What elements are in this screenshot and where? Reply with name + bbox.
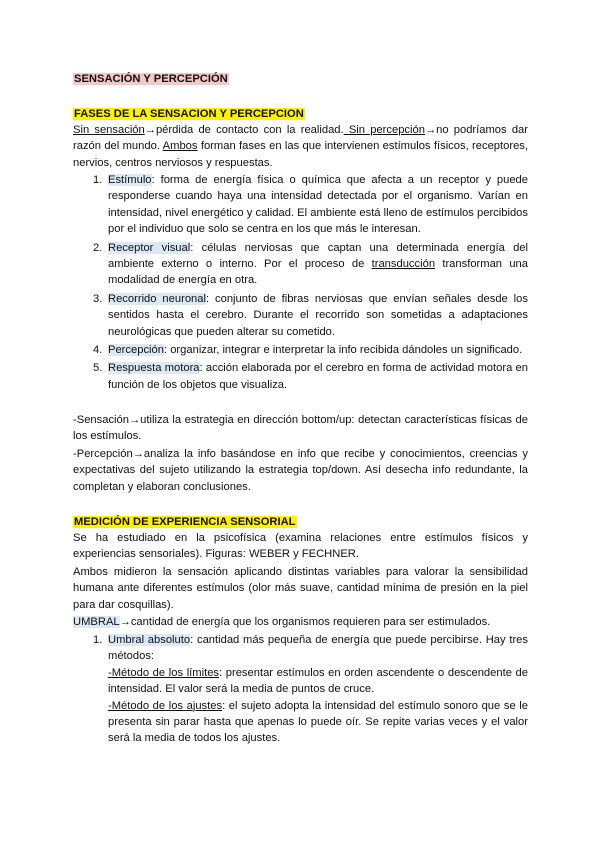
umbral-absoluto-text [108, 634, 528, 662]
text-run: UMBRAL [73, 616, 120, 628]
list-number: 1. [93, 634, 103, 646]
text-run: ante diferentes estímulos [117, 582, 245, 595]
ambos-paragraph [73, 564, 528, 613]
list-item [73, 360, 528, 393]
intro-sin-sensacion: Sin sensación [73, 124, 145, 136]
text-run: : detectan características físicas de los estímulos. [73, 414, 528, 443]
document-title: SENSACIÓN Y PERCEPCIÓN [74, 73, 228, 85]
text-run: en intensidad, nivel energético y calidad. El ambiente está lleno de estímulos percibidos por el individuo que solo se centra en los que más le interesan. [108, 190, 528, 236]
text-run: transforman una modalidad de energía en otra. [108, 258, 528, 287]
text-run: Percepción [108, 344, 164, 357]
text-run: que afecta a un receptor y puede [340, 174, 529, 186]
list-item [73, 342, 528, 358]
intro-ambos: Ambos [162, 140, 198, 153]
text-run: Respuesta motora [108, 362, 200, 375]
text-run: energía [466, 241, 505, 254]
text-run: : [199, 362, 206, 375]
section1-heading-line [73, 106, 528, 122]
text-run: que los organismos requieren para ser estimulados. [229, 616, 491, 628]
text-run: : [190, 634, 197, 646]
text-run: -Sensación→utiliza [73, 414, 169, 426]
text-run: : presentar [219, 666, 277, 679]
umbral-list [73, 632, 528, 747]
list-item [73, 291, 528, 340]
text-run: : [150, 650, 155, 663]
section2-heading-line [73, 514, 528, 530]
list-item [73, 632, 528, 665]
text-run: en forma de actividad motora [366, 362, 513, 375]
text-run: Estímulo [108, 174, 152, 186]
text-run: . [519, 344, 523, 357]
text-run: . El valor será la media de puntos de cruce. [159, 683, 375, 696]
text-run: psicofísica [213, 532, 267, 544]
section1-heading: FASES DE LA SENSACION Y PERCEPCION [74, 108, 304, 120]
text-run: acción [205, 362, 239, 375]
text-run: bottom/up [301, 414, 352, 426]
text-run: -Método de los límites [108, 666, 220, 679]
text-run: una determinada [361, 241, 467, 254]
text-run: del estímulo sonoro que se le presenta [108, 699, 528, 729]
text-run: (examina relaciones entre estímulos físicos y experiencias sensoriales). Figuras: WEBER y FECHNER. [73, 532, 528, 561]
text-run: que [292, 241, 328, 254]
text-run: la estrategia en dirección [168, 414, 302, 426]
text-run: Receptor visual [108, 241, 191, 254]
text-run: (olor más suave, cantidad mínima de presión en la piel para dar cosquillas). [73, 582, 528, 611]
text-run: →analiza la info basándose en info que recibe y conocimientos, creencias y expectativas del sujeto utilizando la estrategia [73, 448, 528, 477]
text-run: top/down [312, 464, 358, 477]
text-run: : organizar, integrar e interpretar la [163, 344, 339, 357]
text-run: responderse [108, 190, 171, 203]
list-number: 4. [93, 344, 103, 357]
text-run: . Así desecha info redundante, la completan y elaboran conclusiones. [73, 464, 528, 493]
text-run: estímulos en orden ascendente o descendente de intensidad [108, 666, 529, 696]
text-run: cuando haya una intensidad detectada por el organismo. [170, 190, 479, 203]
text-run: Se repite varias veces y el valor será la media de todos los ajustes. [108, 716, 528, 745]
text-run: Ambos [73, 566, 114, 578]
list-number: 1. [93, 174, 103, 186]
section2-heading: MEDICIÓN DE EXPERIENCIA SENSORIAL [74, 516, 296, 528]
text-run: elaborada por el cerebro [238, 362, 367, 375]
text-run: dándoles un [399, 344, 467, 357]
text-run: tres métodos [108, 634, 528, 663]
text-run: info recibida [338, 344, 400, 357]
text-run: fibras nerviosas [281, 292, 363, 305]
text-run: células nerviosas [201, 241, 293, 254]
text-run: midieron la sensación [113, 566, 229, 578]
text-run: cantidad más pequeña [196, 634, 312, 646]
text-run: Se ha estudiado en la [73, 532, 214, 544]
intro-text: →pérdida de contacto con la realidad. [144, 124, 344, 136]
text-run: captan [327, 241, 362, 254]
text-run: → [119, 616, 131, 628]
text-run: Varían [478, 190, 511, 203]
text-run: -Percepción [73, 448, 133, 460]
text-run: intensidad [324, 699, 376, 712]
section1-intro [73, 122, 528, 171]
text-run: -Método de los ajustes [108, 699, 223, 712]
intro-text: forman fases en las que intervienen estímulos físicos, receptores, nervios, centros nerviosos y respuestas. [73, 140, 529, 169]
text-run: de energía que puede [311, 634, 431, 646]
list-item [73, 172, 528, 238]
text-run: significado [466, 344, 520, 357]
umbral-paragraph [73, 614, 528, 630]
text-run: Umbral absoluto [108, 634, 191, 646]
phases-list [73, 172, 528, 393]
text-run: cantidad de energía [130, 616, 230, 628]
title-line [73, 71, 528, 87]
text-run: percibirse [430, 634, 479, 646]
intro-text: →no podríamos dar razón del mundo. [73, 124, 528, 153]
text-run: : forma de [151, 174, 214, 186]
text-run: en función de los objetos que visualiza. [108, 362, 528, 391]
list-number: 2. [93, 241, 103, 254]
method-limites [73, 665, 528, 698]
text-run: sin parar hasta que apenas lo puede oír. [155, 716, 362, 729]
perception-paragraph [73, 446, 528, 495]
list-item [73, 240, 528, 289]
text-run: Recorrido neuronal [108, 292, 206, 305]
text-run: energía física o química [213, 174, 341, 186]
text-run: . Hay [478, 634, 510, 646]
list-number: 3. [93, 292, 103, 305]
sensation-paragraph [73, 412, 528, 445]
text-run: : [190, 241, 202, 254]
text-run: : el sujeto adopta la [222, 699, 325, 712]
list-number: 5. [93, 362, 103, 375]
text-run: : conjunto de [205, 292, 282, 305]
intro-sin-percepcion: Sin percepción [343, 124, 425, 136]
text-run: que envían señales desde los sentidos hasta el cerebro. Durante el recorrido son sometidas a adaptaciones neurológicas que pueden alterar su cometido. [108, 292, 528, 338]
text-run: transducción [371, 258, 436, 271]
text-run: del ambiente externo o interno. Por el proceso de [108, 241, 529, 271]
text-run: para valorar la sensibilidad humana [73, 566, 528, 595]
text-run: distintas variables [288, 566, 380, 578]
method-ajustes [73, 698, 528, 747]
text-run: aplicando [228, 566, 289, 578]
psicofisica-paragraph [73, 530, 528, 563]
